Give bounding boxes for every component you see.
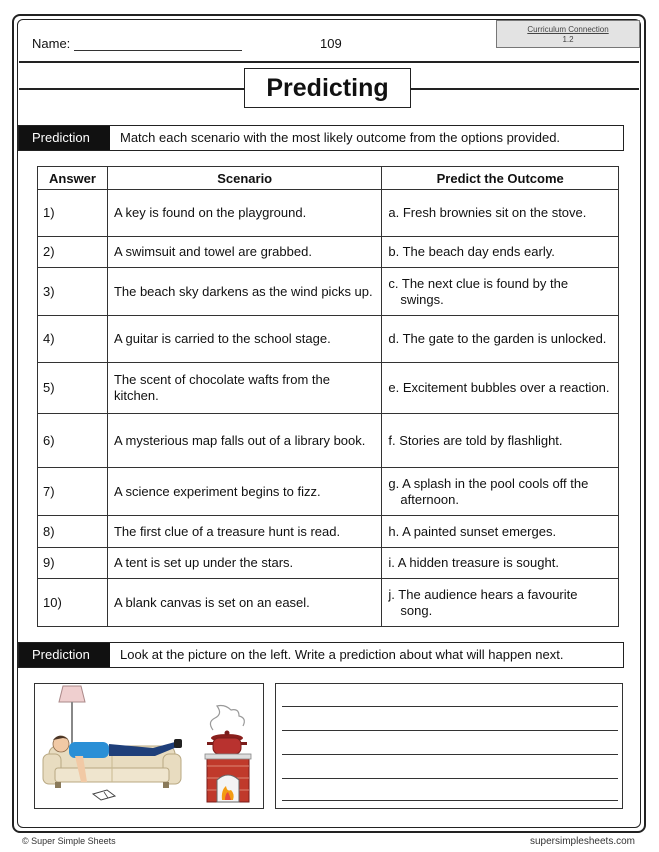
column-header-answer: Answer xyxy=(38,167,108,190)
writing-line[interactable] xyxy=(282,706,618,707)
outcome-text: a. Fresh brownies sit on the stove. xyxy=(388,205,587,220)
section1-bar xyxy=(18,125,624,151)
curriculum-connection-box xyxy=(496,20,640,48)
pot-icon xyxy=(207,731,247,755)
table-row xyxy=(38,468,619,516)
website-text: supersimplesheets.com xyxy=(529,836,635,847)
writing-line[interactable] xyxy=(282,800,618,801)
scenario-cell: The beach sky darkens as the wind picks up. xyxy=(107,268,381,316)
outcome-cell xyxy=(382,579,619,627)
header-divider xyxy=(19,61,639,63)
section2-bar xyxy=(18,642,624,668)
outcome-cell xyxy=(382,190,619,237)
table-row xyxy=(38,548,619,579)
scenario-cell: A key is found on the playground. xyxy=(107,190,381,237)
answer-cell[interactable]: 3) xyxy=(38,268,108,316)
scenario-cell: The scent of chocolate wafts from the kitchen. xyxy=(107,363,381,414)
scenario-cell: A science experiment begins to fizz. xyxy=(107,468,381,516)
outcome-text: b. The beach day ends early. xyxy=(388,244,555,259)
answer-cell[interactable]: 2) xyxy=(38,237,108,268)
table-row xyxy=(38,237,619,268)
sleeping-man-illustration xyxy=(35,684,263,808)
scenario-cell: A guitar is carried to the school stage. xyxy=(107,316,381,363)
prediction-writing-area[interactable] xyxy=(275,683,623,809)
steam-icon xyxy=(210,706,244,731)
section2-label: Prediction xyxy=(19,643,110,667)
column-header-outcome: Predict the Outcome xyxy=(382,167,619,190)
curriculum-title: Curriculum Connection xyxy=(527,25,609,34)
column-header-scenario: Scenario xyxy=(107,167,381,190)
answer-cell[interactable]: 9) xyxy=(38,548,108,579)
table-row xyxy=(38,516,619,548)
writing-line[interactable] xyxy=(282,754,618,755)
table-row xyxy=(38,316,619,363)
section1-label: Prediction xyxy=(19,126,110,150)
matching-table xyxy=(37,166,619,627)
table-row xyxy=(38,363,619,414)
answer-cell[interactable]: 10) xyxy=(38,579,108,627)
outcome-text: e. Excitement bubbles over a reaction. xyxy=(388,380,610,395)
scenario-cell: The first clue of a treasure hunt is read. xyxy=(107,516,381,548)
outcome-text: g. A splash in the pool cools off the afternoon. xyxy=(388,475,589,507)
scenario-cell: A mysterious map falls out of a library book. xyxy=(107,414,381,468)
table-row xyxy=(38,268,619,316)
copyright-text: © Super Simple Sheets xyxy=(22,836,116,846)
answer-cell[interactable]: 8) xyxy=(38,516,108,548)
outcome-cell xyxy=(382,548,619,579)
outcome-text: c. The next clue is found by the swings. xyxy=(388,275,569,307)
table-header-row xyxy=(38,167,619,190)
curriculum-code: 1.2 xyxy=(562,35,574,44)
scenario-cell: A tent is set up under the stars. xyxy=(107,548,381,579)
picture-frame xyxy=(34,683,264,809)
section2-instruction: Look at the picture on the left. Write a prediction about what will happen next. xyxy=(120,647,564,662)
name-label: Name: xyxy=(32,36,71,51)
scenario-cell: A swimsuit and towel are grabbed. xyxy=(107,237,381,268)
outcome-text: j. The audience hears a favourite song. xyxy=(388,586,578,618)
table-row xyxy=(38,190,619,237)
answer-cell[interactable]: 6) xyxy=(38,414,108,468)
fireplace-icon xyxy=(205,754,251,802)
page-title: Predicting xyxy=(244,68,411,108)
writing-line[interactable] xyxy=(282,778,618,779)
outcome-cell xyxy=(382,237,619,268)
table-row xyxy=(38,414,619,468)
outcome-cell xyxy=(382,268,619,316)
outcome-text: h. A painted sunset emerges. xyxy=(388,523,557,539)
outcome-text: f. Stories are told by flashlight. xyxy=(388,432,563,448)
book-icon xyxy=(93,790,115,800)
writing-line[interactable] xyxy=(282,730,618,731)
outcome-cell xyxy=(382,363,619,414)
answer-cell[interactable]: 1) xyxy=(38,190,108,237)
outcome-text: i. A hidden treasure is sought. xyxy=(388,555,559,570)
scenario-cell: A blank canvas is set on an easel. xyxy=(107,579,381,627)
answer-cell[interactable]: 7) xyxy=(38,468,108,516)
outcome-cell xyxy=(382,414,619,468)
outcome-text: d. The gate to the garden is unlocked. xyxy=(388,331,607,346)
outcome-cell xyxy=(382,316,619,363)
answer-cell[interactable]: 5) xyxy=(38,363,108,414)
table-row xyxy=(38,579,619,627)
answer-cell[interactable]: 4) xyxy=(38,316,108,363)
page-number: 109 xyxy=(320,36,342,51)
outcome-cell xyxy=(382,468,619,516)
name-underline[interactable] xyxy=(74,39,242,51)
section1-instruction: Match each scenario with the most likely outcome from the options provided. xyxy=(120,130,561,145)
outcome-cell xyxy=(382,516,619,548)
name-field[interactable] xyxy=(32,36,242,51)
